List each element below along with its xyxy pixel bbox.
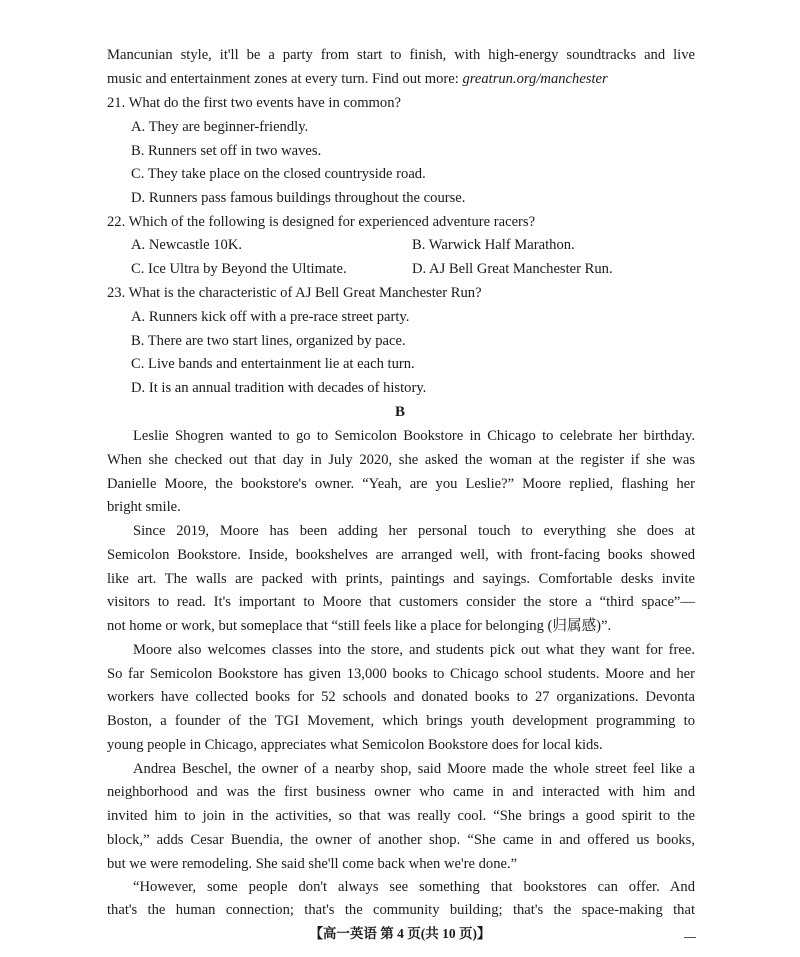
passage-line: Semicolon Bookstore. Inside, bookshelves are arranged well, with front-facing books showed [107, 547, 695, 563]
passage-line: invited him to join in the activities, so that was really cool. “She brings a good spirit to the [107, 808, 695, 824]
passage-line: Moore also welcomes classes into the store, and students pick out what they want for free. [133, 642, 695, 658]
passage-line: bright smile. [107, 499, 181, 515]
passage-line: visitors to read. It's important to Moore that customers consider the store a “third space”— [107, 594, 695, 610]
intro-line-2 [107, 69, 608, 89]
passage-line: Boston, a founder of the TGI Movement, which brings youth development programming to [107, 713, 695, 729]
intro-line-2-text: music and entertainment zones at every turn. Find out more: [107, 71, 463, 87]
question-21-option-c: C. They take place on the closed countryside road. [131, 166, 426, 182]
passage-line: like art. The walls are packed with prints, paintings and sayings. Comfortable desks invite [107, 571, 695, 587]
question-22-option-b: B. Warwick Half Marathon. [412, 237, 575, 253]
question-21-option-d: D. Runners pass famous buildings throughout the course. [131, 190, 466, 206]
passage-line: Andrea Beschel, the owner of a nearby shop, said Moore made the whole street feel like a [133, 761, 695, 777]
passage-line: workers have collected books for 52 schools and donated books to 27 organizations. Devonta [107, 689, 695, 705]
passage-line: neighborhood and was the first business owner who came in and interacted with him and [107, 784, 695, 800]
passage-line: young people in Chicago, appreciates what Semicolon Bookstore does for local kids. [107, 737, 603, 753]
page-footer: 【高一英语 第 4 页(共 10 页)】 [309, 926, 491, 941]
question-23-option-c: C. Live bands and entertainment lie at each turn. [131, 356, 415, 372]
passage-line: Since 2019, Moore has been adding her personal touch to everything she does at [133, 523, 695, 539]
question-21-stem: 21. What do the first two events have in common? [107, 95, 401, 111]
passage-line: but we were remodeling. She said she'll come back when we're done.” [107, 856, 518, 872]
question-23-option-b: B. There are two start lines, organized by pace. [131, 333, 406, 349]
passage-line: So far Semicolon Bookstore has given 13,000 books to Chicago school students. Moore and her [107, 666, 695, 682]
footer-mark [684, 937, 696, 938]
passage-line: Danielle Moore, the bookstore's owner. “Yeah, are you Leslie?” Moore replied, flashing her [107, 476, 695, 492]
question-21-option-b: B. Runners set off in two waves. [131, 143, 322, 159]
question-22-option-d: D. AJ Bell Great Manchester Run. [412, 261, 613, 277]
passage-line: not home or work, but someplace that “still feels like a place for belonging (归属感)”. [107, 618, 612, 634]
question-22-stem: 22. Which of the following is designed for experienced adventure racers? [107, 214, 536, 230]
section-title: B [394, 404, 405, 420]
question-23-stem: 23. What is the characteristic of AJ Bell Great Manchester Run? [107, 285, 482, 301]
question-22-option-a: A. Newcastle 10K. [131, 237, 243, 253]
question-22-option-c: C. Ice Ultra by Beyond the Ultimate. [131, 261, 347, 277]
intro-line-1: Mancunian style, it'll be a party from start to finish, with high-energy soundtracks and live [107, 47, 695, 63]
question-21-option-a: A. They are beginner-friendly. [131, 119, 309, 135]
intro-url: greatrun.org/manchester [462, 71, 608, 87]
passage-line: When she checked out that day in July 2020, she asked the woman at the register if she was [107, 452, 695, 468]
passage-line: that's the human connection; that's the community building; that's the space-making that [107, 902, 695, 918]
question-23-option-d: D. It is an annual tradition with decades of history. [131, 380, 427, 396]
passage-line: “However, some people don't always see something that bookstores can offer. And [133, 879, 695, 895]
passage-line: Leslie Shogren wanted to go to Semicolon Bookstore in Chicago to celebrate her birthday. [133, 428, 695, 444]
question-23-option-a: A. Runners kick off with a pre-race street party. [131, 309, 410, 325]
passage-line: block,” adds Cesar Buendia, the owner of another shop. “She came in and offered us books, [107, 832, 695, 848]
